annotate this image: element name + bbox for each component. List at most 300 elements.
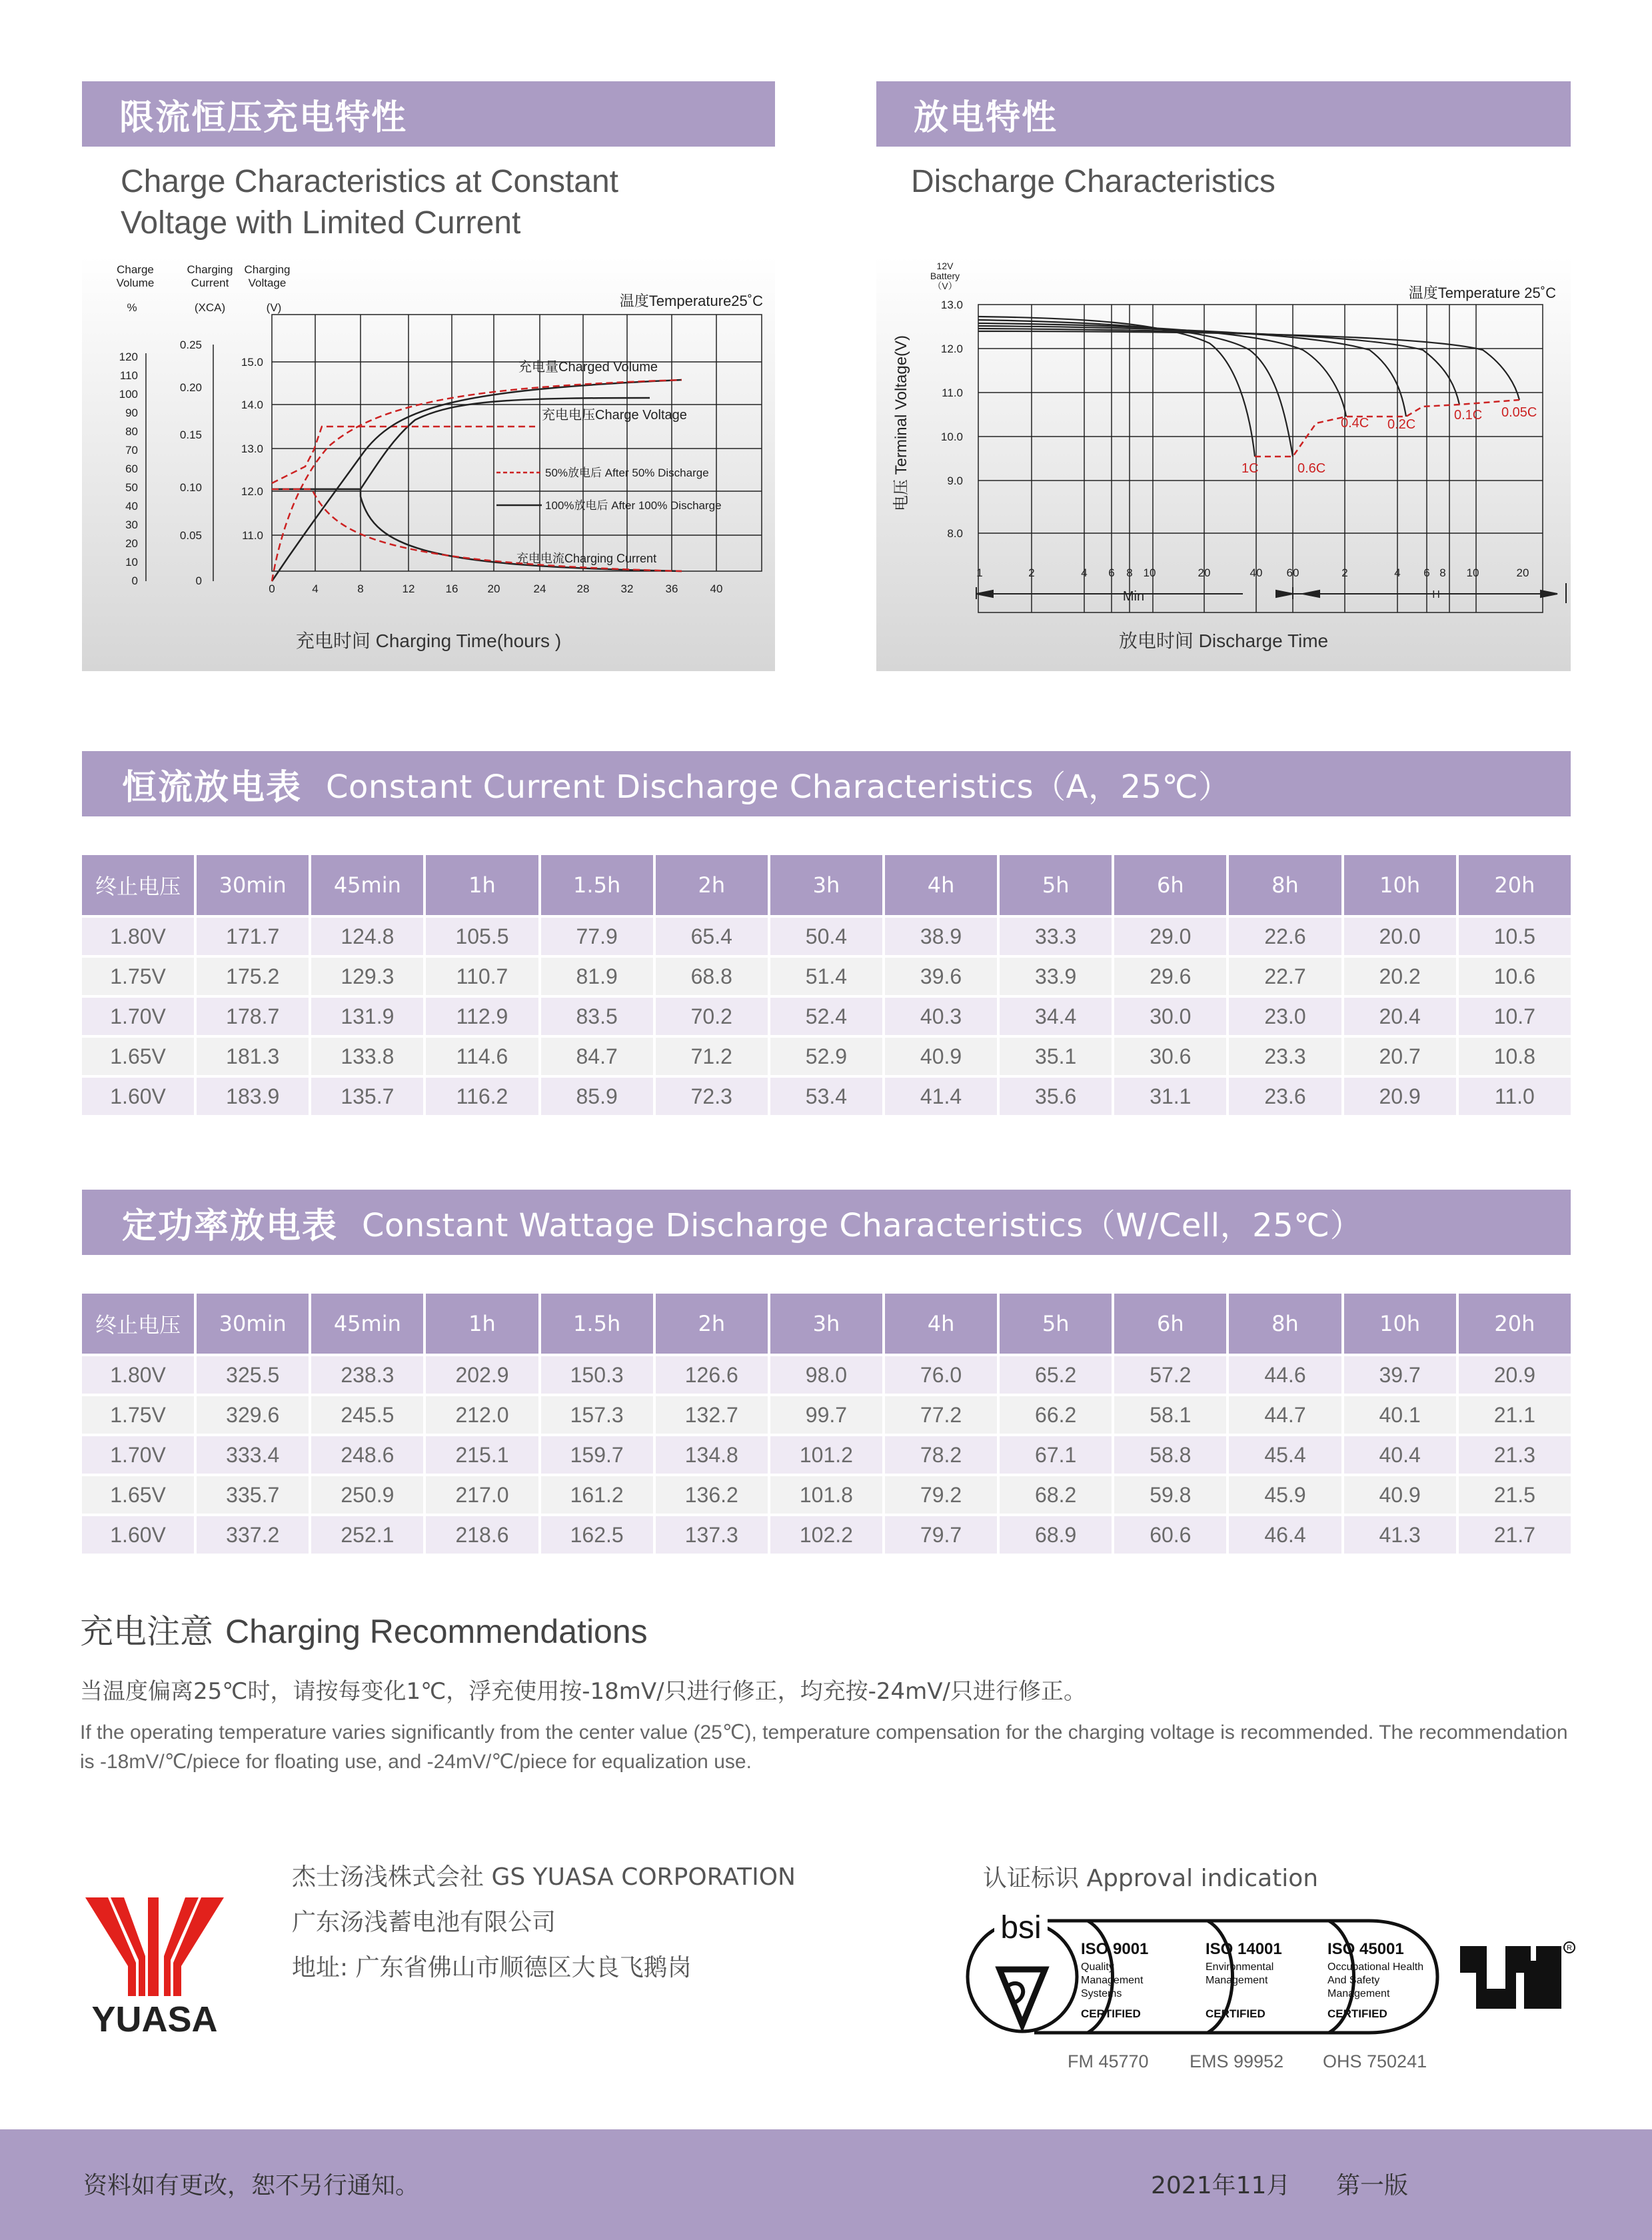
recommend-title-en: Charging Recommendations (225, 1613, 648, 1650)
cutoff-voltage-cell: 1.65V (82, 1038, 194, 1075)
bsi-certificate-badge (961, 1913, 1447, 2039)
value-cell: 33.3 (1000, 918, 1112, 955)
value-cell: 77.2 (885, 1396, 997, 1434)
value-cell: 102.2 (770, 1516, 882, 1554)
value-cell: 134.8 (656, 1436, 768, 1474)
value-cell: 35.1 (1000, 1038, 1112, 1075)
value-cell: 20.7 (1344, 1038, 1456, 1075)
volume-head-2: Volume (116, 277, 155, 289)
value-cell: 10.5 (1459, 918, 1571, 955)
x-tick: 4 (312, 582, 319, 595)
value-cell: 22.6 (1229, 918, 1341, 955)
value-cell: 66.2 (1000, 1396, 1112, 1434)
value-cell: 39.7 (1344, 1356, 1456, 1394)
value-cell: 77.9 (541, 918, 653, 955)
recommend-text-zh: 当温度偏离25℃时，请按每变化1℃，浮充使用按-18mV/只进行修正，均充按-24mV/只进行修正。 (80, 1678, 1086, 1705)
cur-tick: 0.15 (179, 429, 202, 441)
dx-tick: 2 (1341, 566, 1348, 579)
value-cell: 81.9 (541, 958, 653, 995)
value-cell: 126.6 (656, 1356, 768, 1394)
company-line2: 广东汤浅蓄电池有限公司 (292, 1909, 556, 1936)
cert-code: ISO 14001 (1206, 1940, 1282, 1958)
recommend-title (80, 1605, 648, 1653)
value-cell: 150.3 (541, 1356, 653, 1394)
table-row (82, 1038, 1571, 1075)
value-cell: 20.9 (1344, 1078, 1456, 1115)
charge-section-header (82, 81, 775, 147)
discharge-subtitle: Discharge Characteristics (911, 164, 1275, 199)
y-head-3: （V） (932, 281, 958, 291)
vol-tick: 60 (125, 463, 138, 475)
vol-tick: 70 (125, 444, 138, 457)
svg-text:Environmental: Environmental (1206, 1961, 1274, 1973)
column-header: 20h (1459, 855, 1571, 915)
value-cell: 10.6 (1459, 958, 1571, 995)
legend-100: 100%放电后 After 100% Discharge (545, 499, 722, 512)
discharge-temperature: 温度Temperature 25˚C (1408, 285, 1556, 301)
value-cell: 99.7 (770, 1396, 882, 1434)
value-cell: 76.0 (885, 1356, 997, 1394)
value-cell: 325.5 (197, 1356, 309, 1394)
table-row (82, 1516, 1571, 1554)
value-cell: 159.7 (541, 1436, 653, 1474)
value-cell: 333.4 (197, 1436, 309, 1474)
value-cell: 83.5 (541, 998, 653, 1035)
value-cell: 116.2 (426, 1078, 538, 1115)
value-cell: 248.6 (311, 1436, 423, 1474)
value-cell: 110.7 (426, 958, 538, 995)
table-row (82, 1476, 1571, 1514)
volt-tick: 13.0 (241, 443, 263, 455)
svg-text:CERTIFIED: CERTIFIED (1081, 2007, 1141, 2020)
y-head-2: Battery (930, 271, 960, 281)
value-cell: 215.1 (426, 1436, 538, 1474)
cutoff-voltage-cell: 1.80V (82, 1356, 194, 1394)
dx-tick: 8 (1439, 566, 1446, 579)
x-tick: 40 (710, 582, 723, 595)
table-row (82, 1078, 1571, 1115)
company-line1: 杰士汤浅株式会社 GS YUASA CORPORATION (292, 1863, 796, 1891)
value-cell: 44.6 (1229, 1356, 1341, 1394)
voltage-head-1: Charging (244, 263, 291, 276)
dx-tick: 6 (1423, 566, 1430, 579)
value-cell: 51.4 (770, 958, 882, 995)
wattage-table (79, 1291, 1573, 1556)
value-cell: 34.4 (1000, 998, 1112, 1035)
value-cell: 245.5 (311, 1396, 423, 1434)
value-cell: 46.4 (1229, 1516, 1341, 1554)
dx-tick: 20 (1198, 566, 1211, 579)
current-table-header (82, 751, 1571, 816)
current-unit: (XCA) (194, 301, 226, 314)
value-cell: 23.6 (1229, 1078, 1341, 1115)
value-cell: 135.7 (311, 1078, 423, 1115)
value-cell: 29.6 (1114, 958, 1226, 995)
legend-50: 50%放电后 After 50% Discharge (545, 467, 709, 479)
discharge-ylabel: 电压 Terminal Voltage(V) (892, 335, 910, 512)
column-header: 5h (1000, 855, 1112, 915)
discharge-xlabel: 放电时间 Discharge Time (1118, 630, 1329, 651)
cert-number: OHS 750241 (1323, 2051, 1427, 2071)
vol-tick: 30 (125, 519, 138, 531)
value-cell: 337.2 (197, 1516, 309, 1554)
footer-notice: 资料如有更改，恕不另行通知。 (83, 2172, 420, 2199)
column-header: 1h (426, 855, 538, 915)
svg-text:R: R (1567, 1944, 1572, 1952)
value-cell: 84.7 (541, 1038, 653, 1075)
value-cell: 41.4 (885, 1078, 997, 1115)
table-row (82, 1396, 1571, 1434)
value-cell: 38.9 (885, 918, 997, 955)
svg-text:CERTIFIED: CERTIFIED (1327, 2007, 1387, 2020)
rate-005c: 0.05C (1501, 405, 1537, 420)
cutoff-voltage-cell: 1.75V (82, 1396, 194, 1434)
charging-current-label: 充电电流Charging Current (516, 552, 657, 565)
footer-edition: 第一版 (1336, 2172, 1409, 2199)
cutoff-voltage-cell: 1.60V (82, 1516, 194, 1554)
voltage-head-2: Voltage (248, 277, 287, 289)
value-cell: 60.6 (1114, 1516, 1226, 1554)
value-cell: 40.4 (1344, 1436, 1456, 1474)
current-heading-zh: 恒流放电表 (122, 767, 303, 808)
discharge-chart (876, 257, 1571, 671)
value-cell: 21.5 (1459, 1476, 1571, 1514)
value-cell: 30.6 (1114, 1038, 1226, 1075)
rate-06c: 0.6C (1297, 461, 1326, 476)
column-header: 8h (1229, 855, 1341, 915)
value-cell: 161.2 (541, 1476, 653, 1514)
value-cell: 136.2 (656, 1476, 768, 1514)
value-cell: 39.6 (885, 958, 997, 995)
value-cell: 29.0 (1114, 918, 1226, 955)
value-cell: 20.0 (1344, 918, 1456, 955)
discharge-section-header (876, 81, 1571, 147)
value-cell: 132.7 (656, 1396, 768, 1434)
dx-tick: 60 (1286, 566, 1299, 579)
column-header: 3h (770, 1294, 882, 1354)
svg-text:Occupational Health: Occupational Health (1327, 1961, 1424, 1973)
dy-tick: 10.0 (940, 431, 963, 443)
column-header: 6h (1114, 855, 1226, 915)
charge-chart (82, 257, 775, 671)
value-cell: 79.2 (885, 1476, 997, 1514)
value-cell: 23.3 (1229, 1038, 1341, 1075)
voltage-unit: (V) (266, 301, 282, 314)
recommend-text-en: If the operating temperature varies significantly from the center value (25℃), temperature compensation for the charging voltage is recommended. The recommendation is -18mV/℃/piece for floating use, and -24mV/℃/piece for equalization use. (80, 1721, 1568, 1773)
value-cell: 250.9 (311, 1476, 423, 1514)
table-row (82, 918, 1571, 955)
svg-text:Quality: Quality (1081, 1961, 1114, 1973)
charged-volume-label: 充电量Charged Volume (518, 360, 658, 375)
value-cell: 33.9 (1000, 958, 1112, 995)
vol-tick: 120 (119, 351, 138, 363)
dx-tick: 4 (1394, 566, 1401, 579)
current-head-1: Charging (187, 263, 233, 276)
yuasa-logo (81, 1896, 228, 2043)
vol-tick: 80 (125, 425, 138, 438)
cutoff-voltage-cell: 1.65V (82, 1476, 194, 1514)
value-cell: 72.3 (656, 1078, 768, 1115)
svg-text:Management: Management (1081, 1975, 1144, 1986)
dy-tick: 11.0 (942, 387, 963, 399)
value-cell: 53.4 (770, 1078, 882, 1115)
vol-tick: 110 (119, 369, 138, 382)
dx-tick: 6 (1108, 566, 1115, 579)
column-header: 1.5h (541, 855, 653, 915)
charge-voltage-label: 充电电压Charge Voltage (542, 408, 687, 423)
column-header: 20h (1459, 1294, 1571, 1354)
value-cell: 45.9 (1229, 1476, 1341, 1514)
value-cell: 21.7 (1459, 1516, 1571, 1554)
value-cell: 98.0 (770, 1356, 882, 1394)
table-header-row (82, 1294, 1571, 1354)
value-cell: 335.7 (197, 1476, 309, 1514)
h-arrow-right (1541, 590, 1557, 597)
value-cell: 114.6 (426, 1038, 538, 1075)
charge-xlabel: 充电时间 Charging Time(hours ) (295, 630, 562, 651)
vol-tick: 90 (125, 407, 138, 419)
x-tick: 36 (665, 582, 678, 595)
value-cell: 40.3 (885, 998, 997, 1035)
company-line3: 地址: 广东省佛山市顺德区大良飞鹅岗 (292, 1954, 692, 1981)
column-header: 6h (1114, 1294, 1226, 1354)
charge-temperature: 温度Temperature25˚C (619, 293, 763, 309)
x-tick: 32 (620, 582, 634, 595)
value-cell: 78.2 (885, 1436, 997, 1474)
table-row (82, 958, 1571, 995)
value-cell: 131.9 (311, 998, 423, 1035)
column-header: 5h (1000, 1294, 1112, 1354)
value-cell: 22.7 (1229, 958, 1341, 995)
value-cell: 57.2 (1114, 1356, 1226, 1394)
volt-tick: 15.0 (241, 356, 263, 369)
value-cell: 157.3 (541, 1396, 653, 1434)
dx-tick: 40 (1249, 566, 1263, 579)
value-cell: 65.2 (1000, 1356, 1112, 1394)
value-cell: 71.2 (656, 1038, 768, 1075)
dx-tick: 2 (1028, 566, 1035, 579)
value-cell: 112.9 (426, 998, 538, 1035)
value-cell: 162.5 (541, 1516, 653, 1554)
h-arrow-left (1303, 590, 1319, 597)
table-row (82, 1436, 1571, 1474)
value-cell: 101.2 (770, 1436, 882, 1474)
cutoff-voltage-cell: 1.70V (82, 998, 194, 1035)
column-header: 4h (885, 855, 997, 915)
current-heading-en: Constant Current Discharge Characteristics（A，25℃） (326, 768, 1231, 806)
value-cell: 30.0 (1114, 998, 1226, 1035)
x-tick: 28 (576, 582, 590, 595)
value-cell: 124.8 (311, 918, 423, 955)
x-tick: 12 (402, 582, 415, 595)
x-tick: 24 (533, 582, 546, 595)
volume-head-1: Charge (117, 263, 154, 276)
ul-mark-icon (1456, 1941, 1576, 2014)
cur-tick: 0.10 (179, 481, 202, 494)
cutoff-voltage-cell: 1.70V (82, 1436, 194, 1474)
current-table (79, 852, 1573, 1118)
x-tick: 20 (487, 582, 500, 595)
yuasa-emblem-icon (81, 1896, 228, 2043)
x-tick: 8 (357, 582, 364, 595)
value-cell: 70.2 (656, 998, 768, 1035)
cert-number: FM 45770 (1068, 2051, 1149, 2071)
value-cell: 171.7 (197, 918, 309, 955)
footer (0, 2129, 1652, 2240)
vol-tick: 0 (131, 574, 138, 587)
cert-code: ISO 45001 (1327, 1940, 1404, 1958)
table-header-row (82, 855, 1571, 915)
column-header: 2h (656, 855, 768, 915)
value-cell: 329.6 (197, 1396, 309, 1434)
dy-tick: 8.0 (947, 527, 963, 540)
svg-text:Management: Management (1327, 1988, 1390, 1999)
wattage-heading-zh: 定功率放电表 (122, 1206, 339, 1246)
value-cell: 52.9 (770, 1038, 882, 1075)
value-cell: 183.9 (197, 1078, 309, 1115)
value-cell: 217.0 (426, 1476, 538, 1514)
value-cell: 105.5 (426, 918, 538, 955)
logo-text: YUASA (91, 1999, 218, 2039)
rate-1c: 1C (1241, 461, 1259, 476)
value-cell: 68.9 (1000, 1516, 1112, 1554)
x-tick: 16 (445, 582, 458, 595)
value-cell: 252.1 (311, 1516, 423, 1554)
curve-005c (978, 331, 1519, 400)
volume-unit: % (127, 301, 137, 314)
value-cell: 31.1 (1114, 1078, 1226, 1115)
dx-tick: 4 (1081, 566, 1088, 579)
table-row (82, 1356, 1571, 1394)
value-cell: 50.4 (770, 918, 882, 955)
dx-tick: 20 (1516, 566, 1529, 579)
dy-tick: 9.0 (947, 475, 963, 487)
voltage-curve-50 (272, 427, 535, 483)
vol-tick: 40 (125, 500, 138, 513)
value-cell: 52.4 (770, 998, 882, 1035)
min-label: Min (1122, 589, 1145, 604)
column-header: 1.5h (541, 1294, 653, 1354)
value-cell: 68.2 (1000, 1476, 1112, 1514)
rate-02c: 0.2C (1387, 417, 1416, 432)
value-cell: 101.8 (770, 1476, 882, 1514)
approval-title: 认证标识 Approval indication (983, 1865, 1319, 1892)
value-cell: 58.8 (1114, 1436, 1226, 1474)
dx-tick: 10 (1143, 566, 1156, 579)
cur-tick: 0 (195, 574, 202, 587)
value-cell: 178.7 (197, 998, 309, 1035)
rate-04c: 0.4C (1341, 416, 1369, 431)
x-tick: 0 (269, 582, 275, 595)
value-cell: 68.8 (656, 958, 768, 995)
column-header: 45min (311, 1294, 423, 1354)
wattage-heading-en: Constant Wattage Discharge Characteristics（W/Cell，25℃） (362, 1206, 1363, 1244)
value-cell: 218.6 (426, 1516, 538, 1554)
cur-tick: 0.20 (179, 381, 202, 394)
value-cell: 181.3 (197, 1038, 309, 1075)
charge-heading: 限流恒压充电特性 (119, 97, 408, 138)
value-cell: 21.3 (1459, 1436, 1571, 1474)
cur-tick: 0.25 (179, 339, 202, 351)
value-cell: 21.1 (1459, 1396, 1571, 1434)
column-header: 4h (885, 1294, 997, 1354)
column-header: 10h (1344, 1294, 1456, 1354)
value-cell: 79.7 (885, 1516, 997, 1554)
dy-tick: 12.0 (940, 343, 963, 355)
column-header: 终止电压 (82, 855, 194, 915)
rate-01c: 0.1C (1454, 408, 1483, 423)
svg-text:CERTIFIED: CERTIFIED (1206, 2007, 1265, 2020)
value-cell: 59.8 (1114, 1476, 1226, 1514)
cur-tick: 0.05 (179, 529, 202, 542)
value-cell: 129.3 (311, 958, 423, 995)
value-cell: 40.1 (1344, 1396, 1456, 1434)
dx-tick: 10 (1466, 566, 1479, 579)
value-cell: 23.0 (1229, 998, 1341, 1035)
dx-tick: 8 (1126, 566, 1133, 579)
value-cell: 238.3 (311, 1356, 423, 1394)
value-cell: 40.9 (1344, 1476, 1456, 1514)
value-cell: 20.9 (1459, 1356, 1571, 1394)
discharge-heading: 放电特性 (914, 97, 1058, 138)
cert-code: ISO 9001 (1081, 1940, 1149, 1958)
value-cell: 44.7 (1229, 1396, 1341, 1434)
value-cell: 65.4 (656, 918, 768, 955)
column-header: 10h (1344, 855, 1456, 915)
min-arrow-right (1276, 590, 1293, 597)
value-cell: 45.4 (1229, 1436, 1341, 1474)
vol-tick: 20 (125, 537, 138, 550)
vol-tick: 50 (125, 481, 138, 494)
value-cell: 41.3 (1344, 1516, 1456, 1554)
column-header: 45min (311, 855, 423, 915)
value-cell: 175.2 (197, 958, 309, 995)
value-cell: 85.9 (541, 1078, 653, 1115)
volt-tick: 14.0 (241, 399, 263, 411)
value-cell: 40.9 (885, 1038, 997, 1075)
column-header: 30min (197, 855, 309, 915)
table-row (82, 998, 1571, 1035)
charge-grid-frame (272, 315, 762, 571)
column-header: 2h (656, 1294, 768, 1354)
cutoff-voltage-cell: 1.80V (82, 918, 194, 955)
vol-tick: 10 (125, 556, 138, 568)
recommend-title-zh: 充电注意 (80, 1612, 213, 1651)
column-header: 3h (770, 855, 882, 915)
cutoff-voltage-cell: 1.75V (82, 958, 194, 995)
value-cell: 11.0 (1459, 1078, 1571, 1115)
volt-tick: 11.0 (242, 529, 263, 542)
value-cell: 58.1 (1114, 1396, 1226, 1434)
column-header: 1h (426, 1294, 538, 1354)
value-cell: 20.4 (1344, 998, 1456, 1035)
footer-date: 2021年11月 (1151, 2172, 1291, 2199)
cert-number: EMS 99952 (1190, 2051, 1284, 2071)
value-cell: 137.3 (656, 1516, 768, 1554)
value-cell: 202.9 (426, 1356, 538, 1394)
value-cell: 10.7 (1459, 998, 1571, 1035)
value-cell: 67.1 (1000, 1436, 1112, 1474)
svg-text:Systems: Systems (1081, 1988, 1122, 1999)
vol-tick: 100 (119, 388, 138, 401)
wattage-table-header (82, 1190, 1571, 1255)
svg-text:And Safety: And Safety (1327, 1975, 1380, 1986)
value-cell: 35.6 (1000, 1078, 1112, 1115)
charge-subtitle: Charge Characteristics at Constant Voltage with Limited Current (121, 164, 618, 241)
y-head-1: 12V (936, 261, 954, 271)
cutoff-voltage-cell: 1.60V (82, 1078, 194, 1115)
column-header: 终止电压 (82, 1294, 194, 1354)
